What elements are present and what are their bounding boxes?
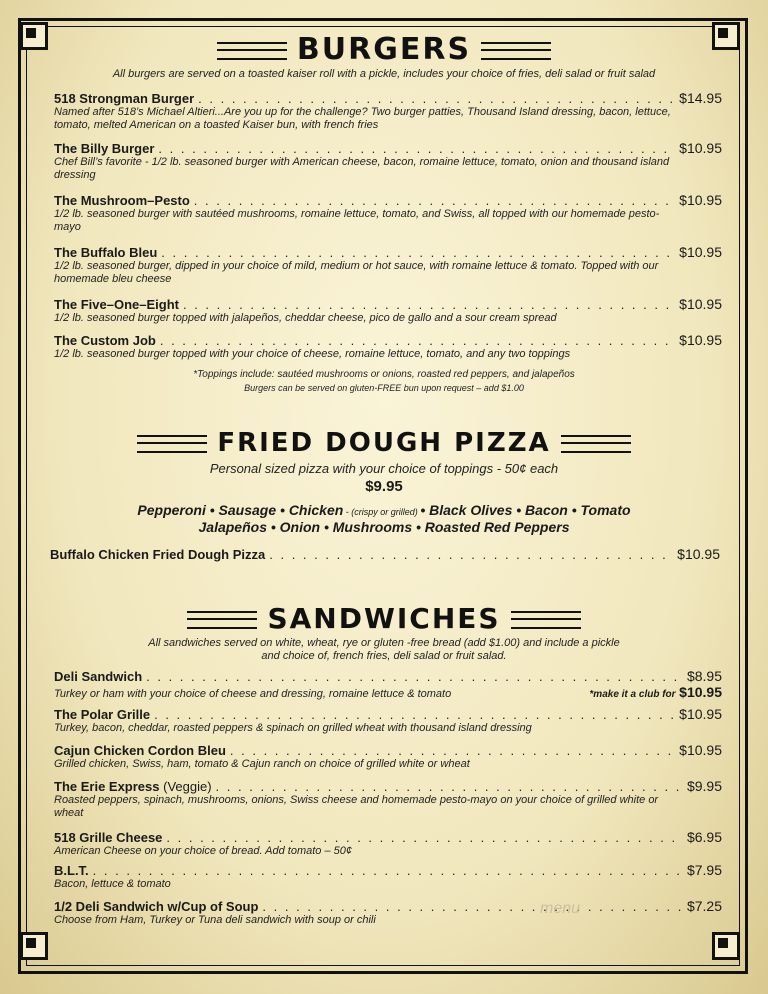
menu-item — [54, 862, 722, 891]
item-description: Turkey, bacon, cheddar, roasted peppers & spinach on grilled wheat with thousand island dressing — [54, 722, 532, 734]
item-price: $10.95 — [679, 140, 722, 156]
sandwiches-subtitle: All sandwiches served on white, wheat, rye or gluten -free bread (add $1.00) and include a pickle — [148, 637, 620, 649]
menu-item — [54, 829, 722, 858]
item-description: 1/2 lb. seasoned burger topped with jalapeños, cheddar cheese, pico de gallo and a sour cream spread — [54, 312, 557, 324]
item-price: $10.95 — [679, 296, 722, 312]
item-name: 518 Strongman Burger — [54, 91, 195, 106]
gluten-free-note: Burgers can be served on gluten-FREE bun upon request – add $1.00 — [244, 383, 524, 393]
menu-item — [54, 140, 722, 182]
menu-item — [54, 668, 722, 701]
item-name-text: The Erie Express — [54, 779, 160, 794]
item-price: $10.95 — [679, 192, 722, 208]
menu-item — [54, 332, 722, 361]
item-name — [54, 779, 212, 794]
leader-dots — [194, 193, 675, 208]
item-price: $14.95 — [679, 90, 722, 106]
item-name: Deli Sandwich — [54, 669, 143, 684]
item-name: The Custom Job — [54, 333, 156, 348]
menu-item — [54, 742, 722, 771]
item-description: Named after 518’s Michael Altieri...Are you up for the challenge? Two burger patties, Thousand Island dressing, bacon, lettuce, tomato, melted American on a toasted Kaiser bun, with french fries — [54, 106, 671, 131]
item-price: $7.25 — [686, 898, 722, 914]
item-description: 1/2 lb. seasoned burger with sautéed mushrooms, romaine lettuce, tomato, and Swiss, all topped with our homemade pesto-mayo — [54, 208, 660, 233]
toppings-text: Pepperoni • Sausage • Chicken — [137, 502, 344, 518]
pizza-price: $9.95 — [365, 478, 403, 495]
item-description: Chef Bill’s favorite - 1/2 lb. seasoned burger with American cheese, bacon, romaine lettuce, tomato, onion and thousand island dressing — [54, 156, 670, 181]
corner-ornament — [712, 932, 746, 966]
leader-dots — [160, 333, 675, 348]
item-description: 1/2 lb. seasoned burger topped with your choice of cheese, romaine lettuce, tomato, and any two toppings — [54, 348, 571, 360]
item-description: American Cheese on your choice of bread. Add tomato – 50¢ — [54, 845, 352, 857]
watermark: menu — [540, 900, 581, 917]
decorative-lines — [481, 42, 551, 60]
item-price: $10.95 — [679, 244, 722, 260]
item-price: $6.95 — [686, 829, 722, 845]
club-price: $10.95 — [679, 684, 722, 700]
item-price: $10.95 — [677, 546, 720, 562]
burgers-subtitle: All burgers are served on a toasted kaiser roll with a pickle, includes your choice of fries, deli salad or fruit salad — [112, 68, 656, 80]
item-price: $10.95 — [679, 742, 722, 758]
item-price: $7.95 — [686, 862, 722, 878]
item-name: The Buffalo Bleu — [54, 245, 158, 260]
decorative-lines — [561, 435, 631, 453]
item-name: Buffalo Chicken Fried Dough Pizza — [50, 547, 266, 562]
sandwiches-subtitle: and choice of, french fries, deli salad or fruit salad. — [261, 650, 507, 662]
menu-item — [54, 706, 722, 735]
item-description: Turkey or ham with your choice of cheese and dressing, romaine lettuce & tomato — [54, 688, 452, 700]
leader-dots — [216, 779, 683, 794]
pizza-toppings-line2: Jalapeños • Onion • Mushrooms • Roasted Red Peppers — [198, 519, 570, 535]
chicken-style-note: - (crispy or grilled) — [343, 507, 421, 517]
menu-item — [54, 898, 722, 927]
item-name: 1/2 Deli Sandwich w/Cup of Soup — [54, 899, 259, 914]
item-description: Roasted peppers, spinach, mushrooms, onions, Swiss cheese and homemade pesto-mayo on your choice of grilled white or wheat — [54, 794, 659, 819]
menu-item — [54, 778, 722, 820]
burgers-title: BURGERS — [296, 32, 472, 67]
corner-ornament — [20, 932, 54, 966]
item-price: $9.95 — [686, 778, 722, 794]
burgers-heading — [0, 32, 768, 67]
item-name: The Mushroom–Pesto — [54, 193, 190, 208]
toppings-note: *Toppings include: sautéed mushrooms or onions, roasted red peppers, and jalapeños — [193, 369, 575, 380]
leader-dots — [198, 91, 675, 106]
menu-item — [50, 546, 720, 562]
leader-dots — [161, 245, 675, 260]
menu-item — [54, 296, 722, 325]
item-description: Grilled chicken, Swiss, ham, tomato & Cajun ranch on choice of grilled white or wheat — [54, 758, 470, 770]
leader-dots — [158, 141, 675, 156]
sandwiches-heading — [0, 602, 768, 635]
item-name: The Five–One–Eight — [54, 297, 179, 312]
leader-dots — [93, 863, 683, 878]
menu-item — [54, 192, 722, 234]
item-name-extra: (Veggie) — [159, 779, 212, 794]
item-description: Bacon, lettuce & tomato — [54, 878, 171, 890]
menu-item — [54, 90, 722, 132]
item-description: 1/2 lb. seasoned burger, dipped in your choice of mild, medium or hot sauce, with romaine lettuce & tomato. Topped with our homemade bleu cheese — [54, 260, 659, 285]
menu-item — [54, 244, 722, 286]
leader-dots — [166, 830, 683, 845]
item-price: $8.95 — [686, 668, 722, 684]
item-price: $10.95 — [679, 332, 722, 348]
leader-dots — [183, 297, 675, 312]
item-name: 518 Grille Cheese — [54, 830, 163, 845]
sandwiches-title: SANDWICHES — [267, 602, 501, 635]
decorative-lines — [187, 611, 257, 629]
item-name: The Polar Grille — [54, 707, 151, 722]
decorative-lines — [511, 611, 581, 629]
leader-dots — [262, 899, 683, 914]
item-price: $10.95 — [679, 706, 722, 722]
leader-dots — [146, 669, 683, 684]
item-name: B.L.T. — [54, 863, 89, 878]
pizza-subtitle: Personal sized pizza with your choice of toppings - 50¢ each — [209, 461, 559, 476]
item-name: The Billy Burger — [54, 141, 155, 156]
pizza-heading — [0, 428, 768, 458]
leader-dots — [269, 547, 673, 562]
item-name: Cajun Chicken Cordon Bleu — [54, 743, 226, 758]
decorative-lines — [217, 42, 287, 60]
leader-dots — [154, 707, 675, 722]
pizza-title: FRIED DOUGH PIZZA — [217, 428, 551, 458]
club-note: *make it a club for — [589, 689, 676, 700]
item-description: Choose from Ham, Turkey or Tuna deli sandwich with soup or chili — [54, 914, 376, 926]
leader-dots — [230, 743, 675, 758]
toppings-text: • Black Olives • Bacon • Tomato — [420, 502, 631, 518]
decorative-lines — [137, 435, 207, 453]
